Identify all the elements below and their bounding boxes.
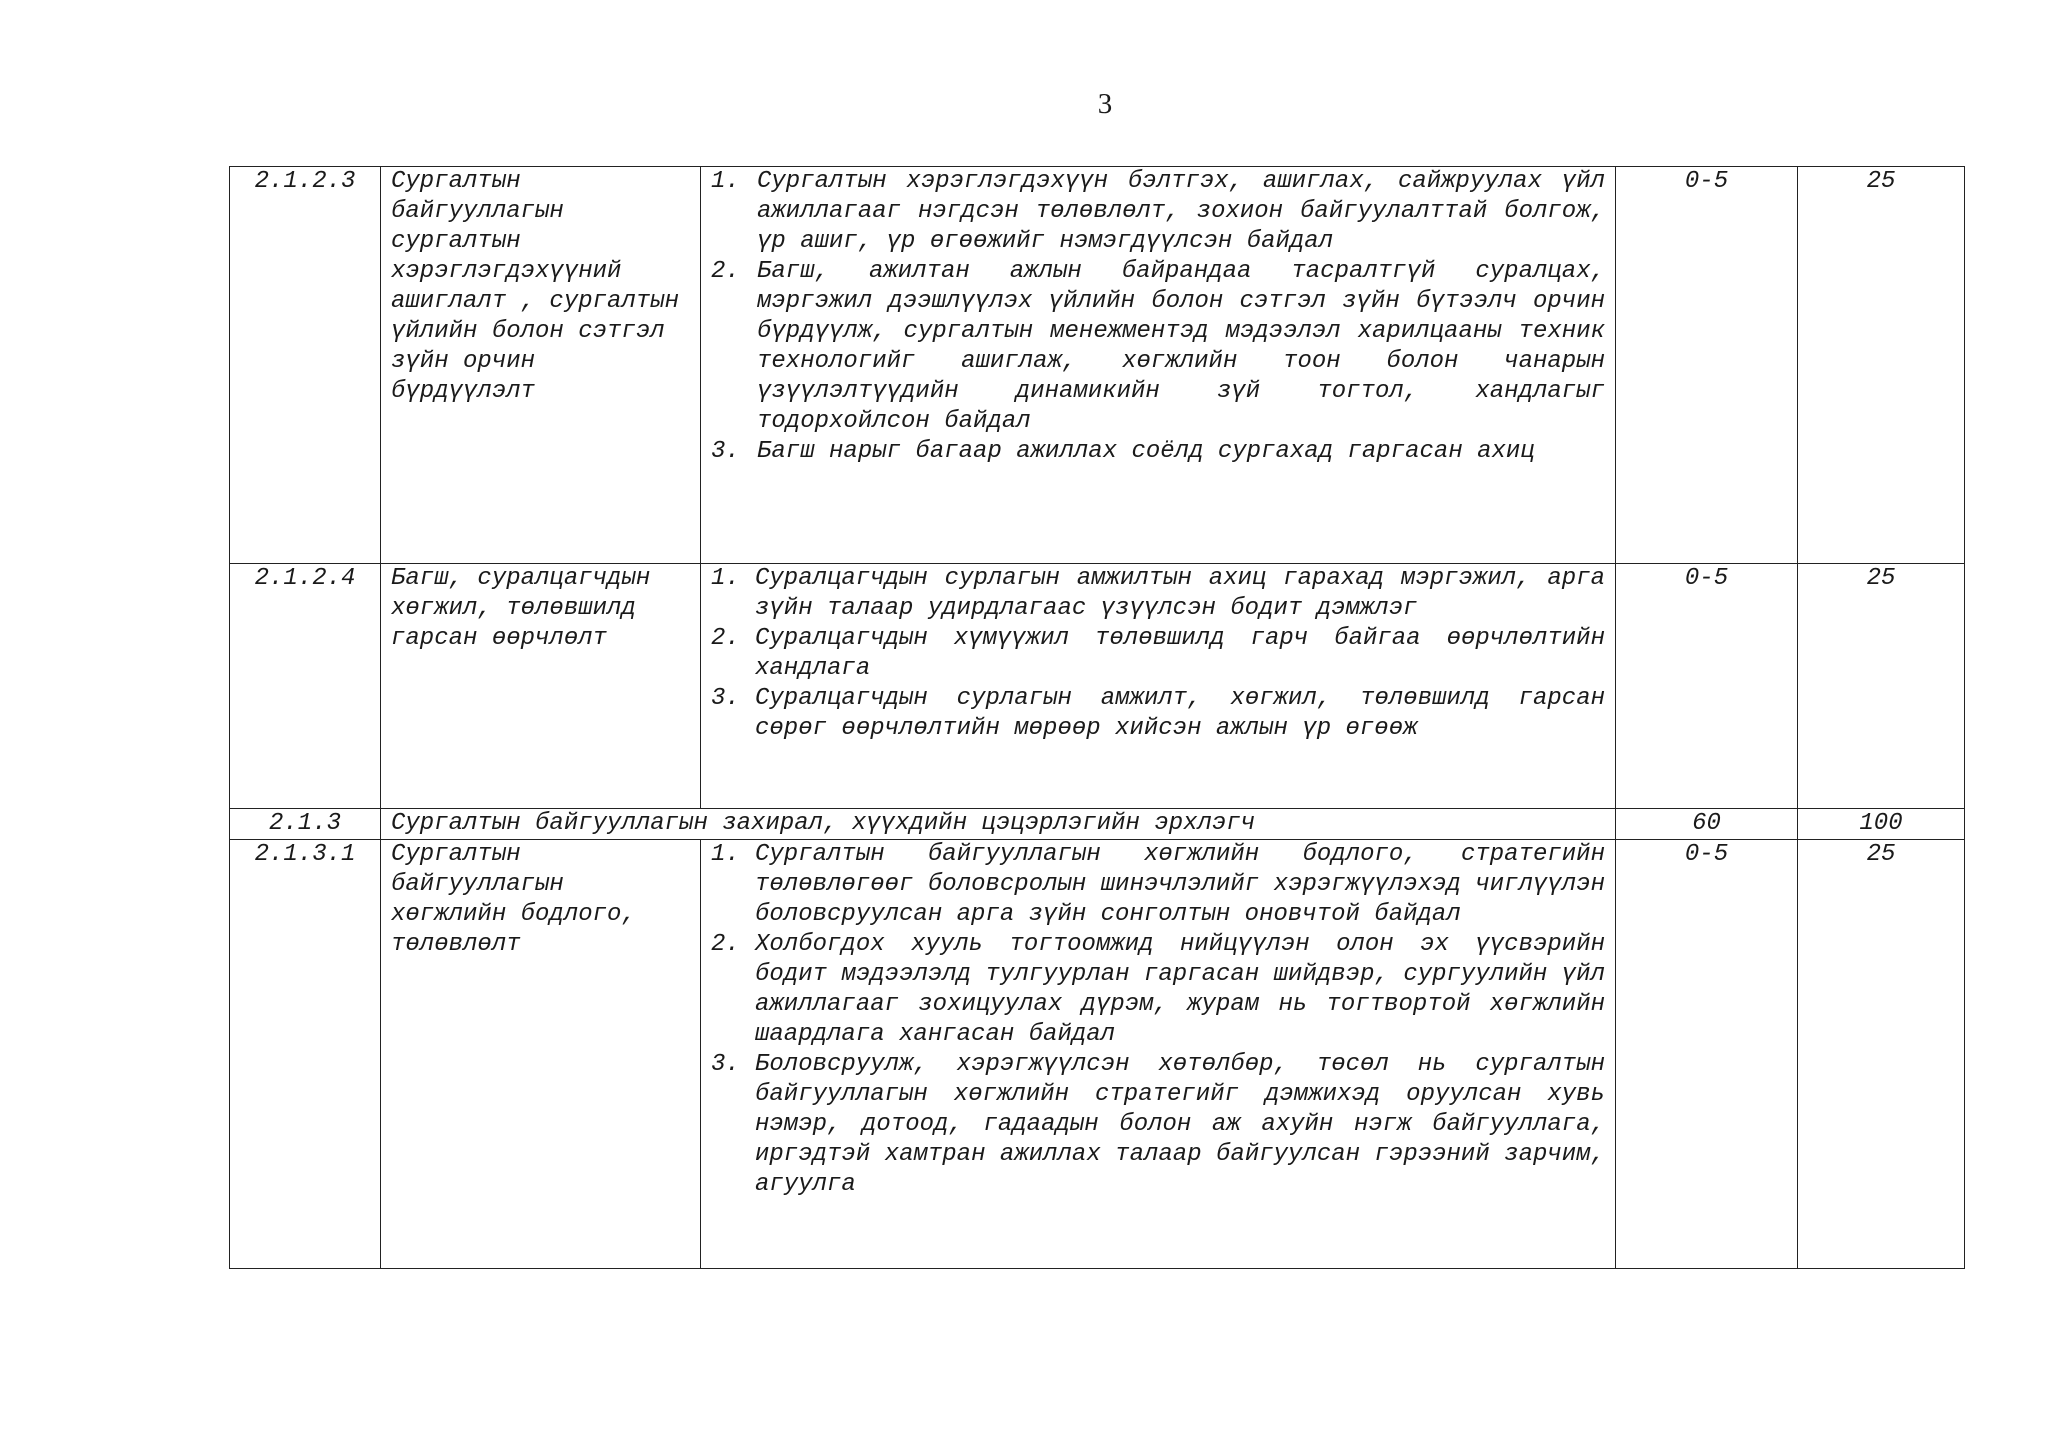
- score-range: 0-5: [1616, 840, 1798, 1269]
- row-title: Сургалтын байгууллагын сургалтын хэрэглэгдэхүүний ашиглалт , сургалтын үйлийн болон сэтгэл зүйн орчин бүрдүүлэлт: [381, 167, 701, 564]
- weight-value: 25: [1798, 564, 1965, 809]
- section-score: 60: [1616, 809, 1798, 840]
- criteria-item: 2. Багш, ажилтан ажлын байрандаа тасралтгүй суралцах, мэргэжил дээшлүүлэх үйлийн болон сэтгэл зүйн бүтээлч орчин бүрдүүлж, сургалтын менежментэд мэдээлэл харилцааны техник технологийг ашиглаж, хөгжлийн тоон болон чанарын үзүүлэлтүүдийн динамикийн зүй тогтол, хандлагыг тодорхойлсон байдал: [711, 258, 1605, 435]
- criteria-item: 2. Суралцагчдын хүмүүжил төлөвшилд гарч байгаа өөрчлөлтийн хандлага: [711, 625, 1605, 682]
- section-code: 2.1.3: [230, 809, 381, 840]
- row-title: Багш, суралцагчдын хөгжил, төлөвшилд гарсан өөрчлөлт: [381, 564, 701, 809]
- section-weight: 100: [1798, 809, 1965, 840]
- table-row: [230, 564, 1965, 809]
- criteria-item: 1. Сургалтын байгууллагын хөгжлийн бодлого, стратегийн төлөвлөгөөг боловсролын шинэчлэлийг хэрэгжүүлэхэд чиглүүлэн боловсруулсан арга зүйн сонголтын оновчтой байдал: [711, 841, 1605, 928]
- section-row: [230, 809, 1965, 840]
- row-code: 2.1.2.3: [230, 167, 381, 564]
- criteria-list: [711, 564, 1605, 744]
- criteria-list: [711, 840, 1605, 1200]
- row-title: Сургалтын байгууллагын хөгжлийн бодлого, төлөвлөлт: [381, 840, 701, 1269]
- weight-value: 25: [1798, 840, 1965, 1269]
- criteria-item: 1. Суралцагчдын сурлагын амжилтын ахиц гарахад мэргэжил, арга зүйн талаар удирдлагаас үзүүлсэн бодит дэмжлэг: [711, 565, 1605, 622]
- criteria-item: 3. Суралцагчдын сурлагын амжилт, хөгжил, төлөвшилд гарсан сөрөг өөрчлөлтийн мөрөөр хийсэн ажлын үр өгөөж: [711, 685, 1605, 742]
- criteria-item: 3. Боловсруулж, хэрэгжүүлсэн хөтөлбөр, төсөл нь сургалтын байгууллагын хөгжлийн стратегийг дэмжихэд оруулсан хувь нэмэр, дотоод, гадаадын болон аж ахуйн нэгж байгууллага, иргэдтэй хамтран ажиллах талаар байгуулсан гэрээний зарчим, агуулга: [711, 1051, 1605, 1198]
- weight-value: 25: [1798, 167, 1965, 564]
- row-criteria: [701, 840, 1616, 1269]
- evaluation-table: [229, 166, 1965, 1269]
- row-code: 2.1.2.4: [230, 564, 381, 809]
- section-title: Сургалтын байгууллагын захирал, хүүхдийн цэцэрлэгийн эрхлэгч: [381, 809, 1616, 840]
- row-criteria: [701, 564, 1616, 809]
- score-range: 0-5: [1616, 564, 1798, 809]
- table-row: [230, 167, 1965, 564]
- page-number: 3: [1097, 88, 1113, 120]
- criteria-list: [711, 167, 1605, 467]
- criteria-item: 2. Холбогдох хууль тогтоомжид нийцүүлэн олон эх үүсвэрийн бодит мэдээлэлд тулгуурлан гаргасан шийдвэр, сургуулийн үйл ажиллагааг зохицуулах дүрэм, журам нь тогтвортой хөгжлийн шаардлага хангасан байдал: [711, 931, 1605, 1048]
- table-row: [230, 840, 1965, 1269]
- row-code: 2.1.3.1: [230, 840, 381, 1269]
- score-range: 0-5: [1616, 167, 1798, 564]
- criteria-item: 3. Багш нарыг багаар ажиллах соёлд сургахад гаргасан ахиц: [711, 438, 1535, 465]
- row-criteria: [701, 167, 1616, 564]
- criteria-item: 1. Сургалтын хэрэглэгдэхүүн бэлтгэх, ашиглах, сайжруулах үйл ажиллагааг нэгдсэн төлөвлөлт, зохион байгуулалттай болгож, үр ашиг, үр өгөөжийг нэмэгдүүлсэн байдал: [711, 168, 1605, 255]
